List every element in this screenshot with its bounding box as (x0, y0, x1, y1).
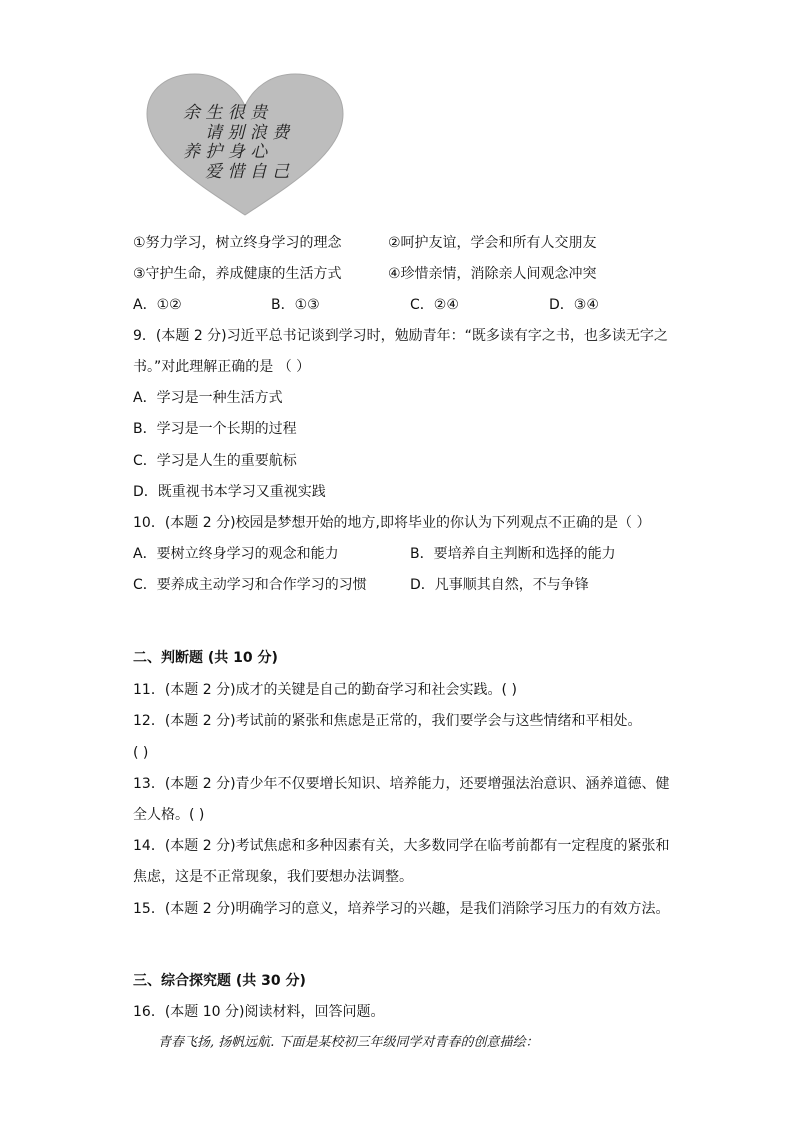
q9-stem-line-2: 书。”对此理解正确的是 （ ） (133, 359, 311, 375)
q14-line-2: 焦虑，这是不正常现象，我们要想办法调整。 (133, 869, 413, 885)
q10-stem: 10．(本题 2 分)校园是梦想开始的地方,即将毕业的你认为下列观点不正确的是（ ） (133, 515, 651, 531)
q14-line-1: 14．(本题 2 分)考试焦虑和多种因素有关，大多数同学在临考前都有一定程度的紧张和 (133, 838, 670, 854)
section-3-title: 三、综合探究题 (共 30 分) (133, 973, 306, 989)
q9-option-a: A．学习是一种生活方式 (133, 390, 283, 406)
q10-option-a: A．要树立终身学习的观念和能力 (133, 546, 339, 562)
q8-statement-1: ①努力学习，树立终身学习的理念 (133, 235, 342, 251)
q8-statement-2: ②呵护友谊，学会和所有人交朋友 (388, 235, 597, 251)
q13-line-1: 13．(本题 2 分)青少年不仅要增长知识、培养能力，还要增强法治意识、涵养道德、健 (133, 776, 670, 792)
heart-text-line-3: 养 护 身 心 (183, 142, 268, 162)
q16-material-intro: 青春飞扬, 扬帆远航. 下面是某校初三年级同学对青春的创意描绘： (158, 1035, 539, 1050)
q8-option-c: C．②④ (410, 297, 459, 313)
section-2-title: 二、判断题 (共 10 分) (133, 650, 278, 666)
q10-option-b: B．要培养自主判断和选择的能力 (410, 546, 616, 562)
q15: 15．(本题 2 分)明确学习的意义，培养学习的兴趣，是我们消除学习压力的有效方法。 (133, 901, 670, 917)
q9-option-d: D．既重视书本学习又重视实践 (133, 484, 326, 500)
q8-option-d: D．③④ (549, 297, 599, 313)
q13-line-2: 全人格。( ) (133, 807, 205, 823)
q9-option-b: B．学习是一个长期的过程 (133, 421, 297, 437)
q12-line-1: 12．(本题 2 分)考试前的紧张和焦虑是正常的，我们要学会与这些情绪和平相处。 (133, 713, 642, 729)
q8-option-a: A．①② (133, 297, 182, 313)
q8-option-b: B．①③ (271, 297, 320, 313)
q10-option-c: C．要养成主动学习和合作学习的习惯 (133, 577, 367, 593)
q8-statement-4: ④珍惜亲情，消除亲人间观念冲突 (388, 266, 597, 282)
q8-statement-3: ③守护生命，养成健康的生活方式 (133, 266, 342, 282)
heart-image (143, 72, 348, 217)
q11: 11．(本题 2 分)成才的关键是自己的勤奋学习和社会实践。( ) (133, 682, 517, 698)
q16: 16．(本题 10 分)阅读材料，回答问题。 (133, 1004, 385, 1020)
heart-text-line-1: 余 生 很 贵 (183, 103, 268, 123)
q9-stem-line-1: 9．(本题 2 分)习近平总书记谈到学习时，勉励青年：“既多读有字之书，也多读无字之 (133, 328, 668, 344)
heart-text-line-2: 请 别 浪 费 (205, 123, 290, 143)
q12-line-2: ( ) (133, 745, 149, 761)
q9-option-c: C．学习是人生的重要航标 (133, 453, 297, 469)
q10-option-d: D．凡事顺其自然，不与争锋 (410, 577, 589, 593)
heart-text-line-4: 爱 惜 自 己 (205, 162, 290, 182)
